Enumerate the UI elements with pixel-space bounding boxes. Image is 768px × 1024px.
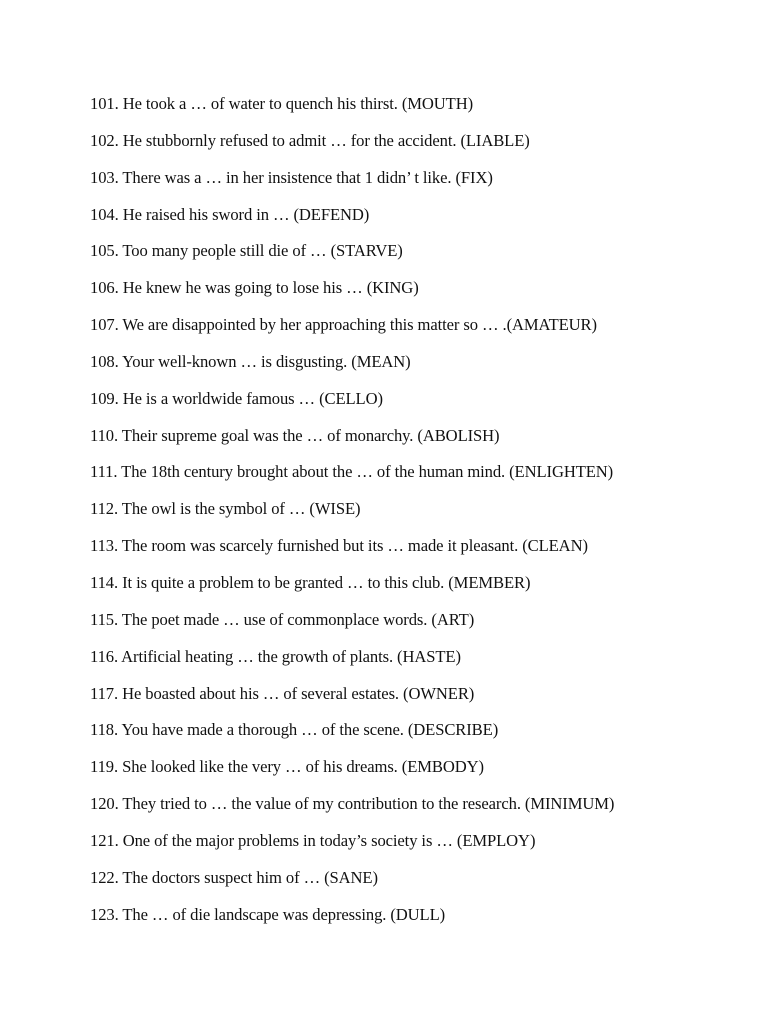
- item-number: 113.: [90, 536, 119, 556]
- item-sentence: She looked like the very … of his dreams. (EMBODY): [122, 757, 484, 777]
- item-number: 114.: [90, 572, 119, 592]
- item-sentence: The room was scarcely furnished but its … made it pleasant. (CLEAN): [121, 536, 588, 556]
- item-sentence: The owl is the symbol of … (WISE): [121, 499, 361, 519]
- item-sentence: The poet made … use of commonplace words. (ART): [121, 609, 475, 629]
- exercise-item: [90, 717, 614, 754]
- item-number: 109.: [90, 388, 119, 408]
- item-number: 121.: [90, 830, 119, 850]
- item-sentence: He knew he was going to lose his … (KING): [122, 278, 419, 298]
- item-number: 115.: [90, 609, 119, 629]
- item-sentence: The doctors suspect him of … (SANE): [122, 867, 378, 887]
- exercise-item: [90, 423, 614, 460]
- item-sentence: The … of die landscape was depressing. (DULL): [122, 904, 446, 924]
- item-sentence: One of the major problems in today’s society is … (EMPLOY): [122, 830, 536, 850]
- item-sentence: They tried to … the value of my contribution to the research. (MINIMUM): [122, 794, 615, 814]
- item-number: 107.: [90, 315, 119, 335]
- item-number: 118.: [90, 720, 119, 740]
- exercise-item: [90, 754, 614, 791]
- item-sentence: There was a … in her insistence that 1 didn’ t like. (FIX): [122, 167, 493, 187]
- exercise-item: [90, 791, 614, 828]
- item-number: 122.: [90, 867, 119, 887]
- item-number: 116.: [90, 646, 119, 666]
- exercise-item: [90, 312, 614, 349]
- exercise-item: [90, 533, 614, 570]
- exercise-item: [90, 128, 614, 165]
- item-sentence: Artificial heating … the growth of plants. (HASTE): [121, 646, 461, 666]
- item-number: 103.: [90, 167, 119, 187]
- item-number: 117.: [90, 683, 119, 703]
- item-sentence: Your well-known … is disgusting. (MEAN): [122, 351, 411, 371]
- item-sentence: Too many people still die of … (STARVE): [122, 241, 403, 261]
- item-number: 119.: [90, 757, 119, 777]
- item-number: 111.: [90, 462, 118, 482]
- item-sentence: We are disappointed by her approaching this matter so … .(AMATEUR): [122, 315, 597, 335]
- exercise-item: [90, 459, 614, 496]
- item-sentence: He is a worldwide famous … (CELLO): [122, 388, 383, 408]
- item-number: 101.: [90, 94, 119, 113]
- exercise-item: [90, 238, 614, 275]
- item-sentence: Their supreme goal was the … of monarchy. (ABOLISH): [121, 425, 500, 445]
- exercise-item: [90, 349, 614, 386]
- exercise-item: [90, 644, 614, 681]
- exercise-item: [90, 865, 614, 902]
- item-sentence: He took a … of water to quench his thirst. (MOUTH): [122, 94, 474, 113]
- exercise-item: [90, 607, 614, 644]
- exercise-item: [90, 275, 614, 312]
- exercise-item: [90, 202, 614, 239]
- item-sentence: It is quite a problem to be granted … to this club. (MEMBER): [122, 572, 531, 592]
- exercise-item: [90, 386, 614, 423]
- item-number: 110.: [90, 425, 119, 445]
- exercise-list: [90, 91, 614, 938]
- item-number: 120.: [90, 794, 119, 814]
- item-sentence: The 18th century brought about the … of the human mind. (ENLIGHTEN): [121, 462, 614, 482]
- exercise-item: [90, 681, 614, 718]
- item-number: 104.: [90, 204, 119, 224]
- item-sentence: He boasted about his … of several estates. (OWNER): [122, 683, 475, 703]
- item-number: 106.: [90, 278, 119, 298]
- item-number: 108.: [90, 351, 119, 371]
- item-sentence: He raised his sword in … (DEFEND): [122, 204, 370, 224]
- exercise-item: [90, 165, 614, 202]
- exercise-item: [90, 570, 614, 607]
- exercise-item: [90, 91, 614, 128]
- item-sentence: He stubbornly refused to admit … for the accident. (LIABLE): [122, 130, 530, 150]
- exercise-item: [90, 902, 614, 939]
- item-number: 102.: [90, 130, 119, 150]
- exercise-item: [90, 828, 614, 865]
- item-number: 112.: [90, 499, 119, 519]
- item-sentence: You have made a thorough … of the scene. (DESCRIBE): [121, 720, 499, 740]
- exercise-item: [90, 496, 614, 533]
- item-number: 123.: [90, 904, 119, 924]
- item-number: 105.: [90, 241, 119, 261]
